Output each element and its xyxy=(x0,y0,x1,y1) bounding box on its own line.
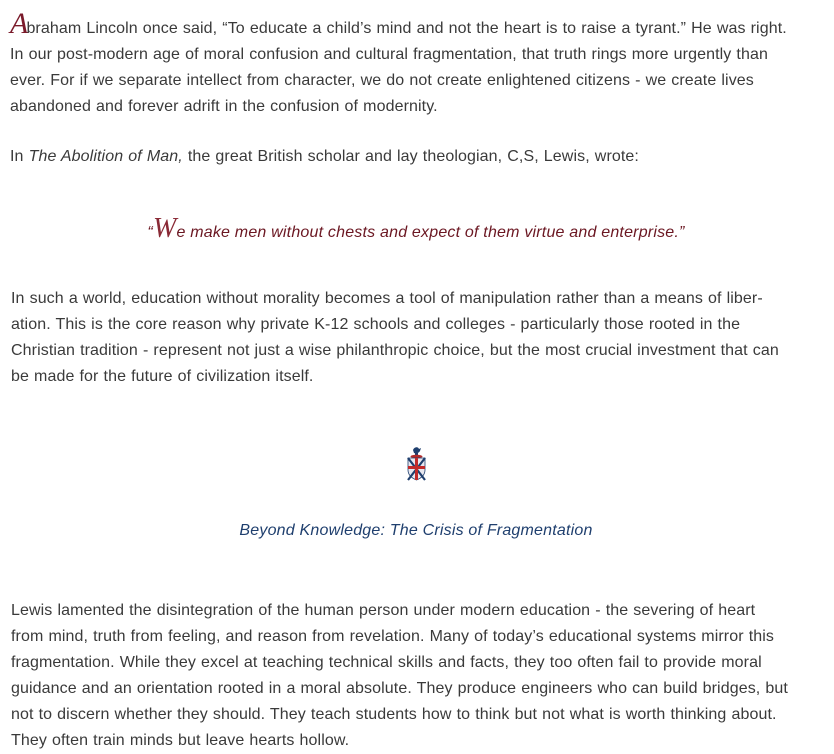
paragraph-text: braham Lincoln once said, “To educate a child’s mind and not the heart is to raise a tyrant.” He was right. In our post-modern age of moral confusion and cultural fragmentation, that truth rings more urgently than ever. For if we separate intellect from character, we do not create enlightened citizens - we create lives abandoned and forever adrift in the confusion of modernity. xyxy=(10,20,787,115)
drop-cap: A xyxy=(10,7,29,40)
section-heading: Beyond Knowledge: The Crisis of Fragmentation xyxy=(239,522,593,539)
pull-quote-cap: W xyxy=(152,213,177,244)
paragraph-education-morality xyxy=(11,286,791,390)
paragraph-lincoln-quote xyxy=(10,7,792,120)
pull-quote-open-mark: “ xyxy=(147,224,153,241)
pull-quote xyxy=(10,214,822,248)
paragraph-text: In such a world, education without morality becomes a tool of manipulation rather than a means of liberation. This is the core reason why private K-12 schools and colleges - particularly those rooted in the Christian tradition - represent not just a wise philanthropic choice, but the most crucial investment that can be made for the future of civilization itself. xyxy=(11,290,779,385)
paragraph-text: Lewis lamented the disintegration of the human person under modern education - the severing of heart from mind, truth from feeling, and reason from revelation. Many of today’s educational systems mirror this fragmentation. While they excel at teaching technical skills and facts, they too often fail to provide moral guidance and an orientation rooted in a moral absolute. They produce engineers who can build bridges, but not to discern whether they should. They teach students how to think but not what is worth thinking about. They often train minds but leave hearts hollow. xyxy=(11,602,788,749)
paragraph-prefix: In xyxy=(10,148,29,165)
pull-quote-text: e make men without chests and expect of them virtue and enterprise.” xyxy=(176,224,685,241)
paragraph-lewis-lament xyxy=(11,598,791,754)
paragraph-suffix: the great British scholar and lay theologian, C,S, Lewis, wrote: xyxy=(182,148,639,165)
heraldic-crest-icon xyxy=(405,445,427,481)
book-title: The Abolition of Man, xyxy=(28,148,183,165)
paragraph-lewis-intro xyxy=(10,144,792,170)
